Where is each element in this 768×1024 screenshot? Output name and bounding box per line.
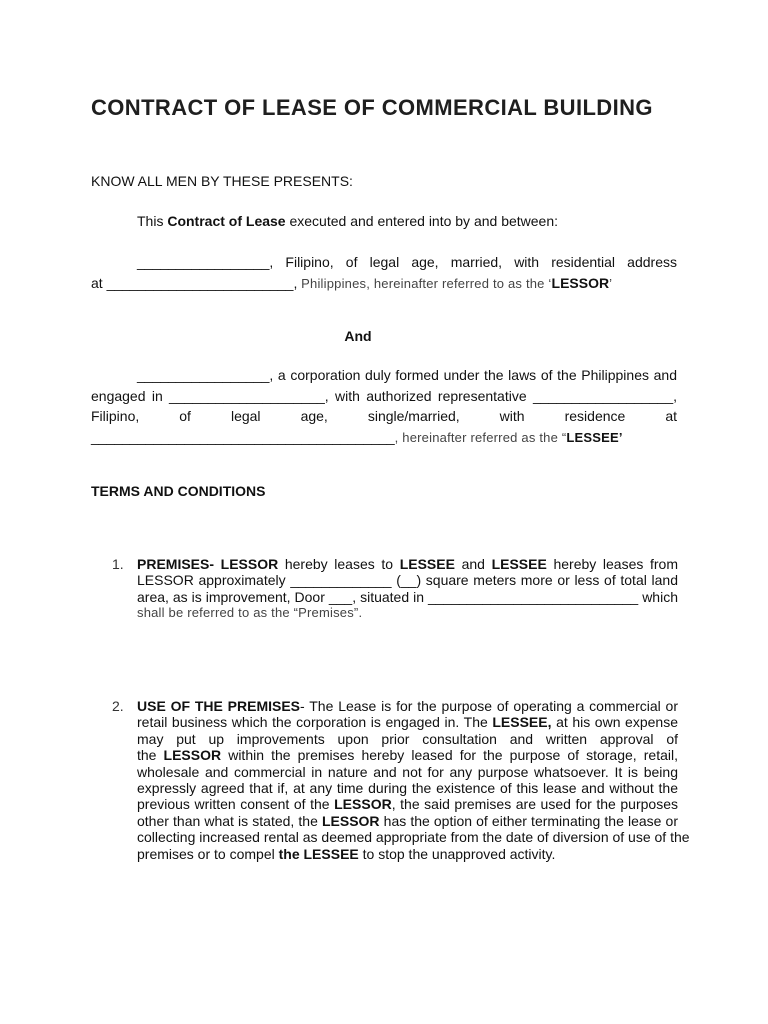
term-2-line-2 [137, 714, 678, 730]
preamble: KNOW ALL MEN BY THESE PRESENTS: [91, 173, 353, 189]
term-text: , the said premises are used for the purposes [391, 796, 678, 813]
term-2-line-8 [137, 813, 678, 829]
term-2-line-1 [137, 698, 678, 714]
term-1-line-2: LESSOR approximately _____________ (__) square meters more or less of total land [137, 572, 678, 589]
lessee-paragraph [91, 365, 677, 448]
location-blank: ___________________________ [427, 588, 639, 605]
term-1-line-4: shall be referred to as the “Premises”. [137, 605, 363, 621]
document-title: CONTRACT OF LEASE OF COMMERCIAL BUILDING [91, 95, 653, 120]
term-bold: LESSOR [321, 812, 380, 829]
term-text: at his own expense [551, 714, 678, 731]
term-1-line-3 [137, 589, 678, 605]
lessor-name-blank: _________________ [137, 254, 270, 270]
term-2-line-6: expressly agreed that if, at any time during the existence of this lease and without the [137, 780, 678, 797]
term-heading: PREMISES- LESSOR [137, 556, 279, 572]
term-bold: LESSEE [399, 556, 455, 572]
lessor-paragraph [91, 252, 677, 294]
term-text: premises or to compel [137, 845, 279, 862]
lessor-address-blank: ________________________, [106, 274, 298, 291]
term-text: other than what is stated, the [137, 812, 322, 829]
lessor-line-2-end: ’ [609, 275, 613, 291]
intro-post: executed and entered into by and between: [285, 213, 559, 229]
lessee-name-blank: _________________ [137, 367, 270, 383]
term-text: the [137, 747, 164, 764]
term-body [137, 698, 690, 862]
lessor-line-2 [91, 273, 677, 295]
term-2-line-10 [137, 846, 678, 862]
lessee-line-4 [91, 427, 677, 449]
lessor-line-2-pre: at [91, 274, 107, 291]
term-number: 1. [112, 556, 124, 572]
term-text: which [638, 588, 678, 605]
term-text: retail business which the corporation is engaged in. The [137, 714, 493, 731]
term-text: previous written consent of the [137, 796, 335, 813]
lessee-line-4-text: , hereinafter referred as the “ [394, 429, 567, 445]
intro-bold: Contract of Lease [167, 213, 286, 229]
intro-pre: This [137, 213, 168, 229]
term-bold: the LESSEE [278, 845, 359, 862]
lessee-line-3: Filipino, of legal age, single/married, with residence at [91, 408, 677, 424]
term-bold: LESSEE [491, 556, 547, 572]
lessee-line-1-text: , a corporation duly formed under the laws of the Philippines and [269, 367, 677, 383]
term-text: area, as is improvement, Door ___, situated in [137, 588, 428, 605]
lessee-residence-blank: _______________________________________ [91, 428, 395, 445]
term-2-line-7 [137, 796, 678, 812]
term-heading: USE OF THE PREMISES [137, 698, 301, 714]
term-bold: LESSEE, [492, 714, 552, 731]
term-2-line-4 [137, 747, 678, 763]
and-separator: And [344, 328, 372, 344]
term-bold: LESSOR [334, 796, 392, 813]
term-2-line-5: wholesale and commercial in nature and not for any purpose whatsoever. It is being [137, 763, 678, 780]
lessee-label: LESSEE’ [566, 429, 623, 445]
term-text: has the option of either terminating the lease or [379, 812, 679, 829]
term-body [137, 556, 678, 622]
term-1-line-1 [137, 556, 678, 572]
term-text: and [454, 556, 492, 572]
term-number: 2. [112, 698, 124, 714]
lessee-line-2: engaged in ____________________, with authorized representative __________________, [91, 387, 677, 404]
term-text: within the premises hereby leased for the purpose of storage, retail, [221, 747, 678, 764]
term-text: hereby leases to [278, 556, 400, 572]
lessee-line-1 [91, 365, 677, 386]
term-bold: LESSOR [163, 747, 222, 764]
intro-line [137, 213, 558, 230]
lessor-line-2-text: Philippines, hereinafter referred to as the ‘ [297, 275, 552, 291]
term-2-line-9: collecting increased rental as deemed appropriate from the date of diversion of use of the [137, 829, 690, 846]
term-text: to stop the unapproved activity. [358, 845, 556, 862]
lessor-line-1 [91, 252, 677, 273]
term-2-line-3: may put up improvements upon prior consultation and written approval of [137, 730, 678, 747]
term-text: - The Lease is for the purpose of operating a commercial or [300, 698, 679, 714]
lessor-line-1-text: , Filipino, of legal age, married, with residential address [269, 254, 677, 270]
lessor-label: LESSOR [551, 274, 610, 291]
term-text: hereby leases from [546, 556, 678, 572]
terms-heading: TERMS AND CONDITIONS [91, 483, 266, 499]
